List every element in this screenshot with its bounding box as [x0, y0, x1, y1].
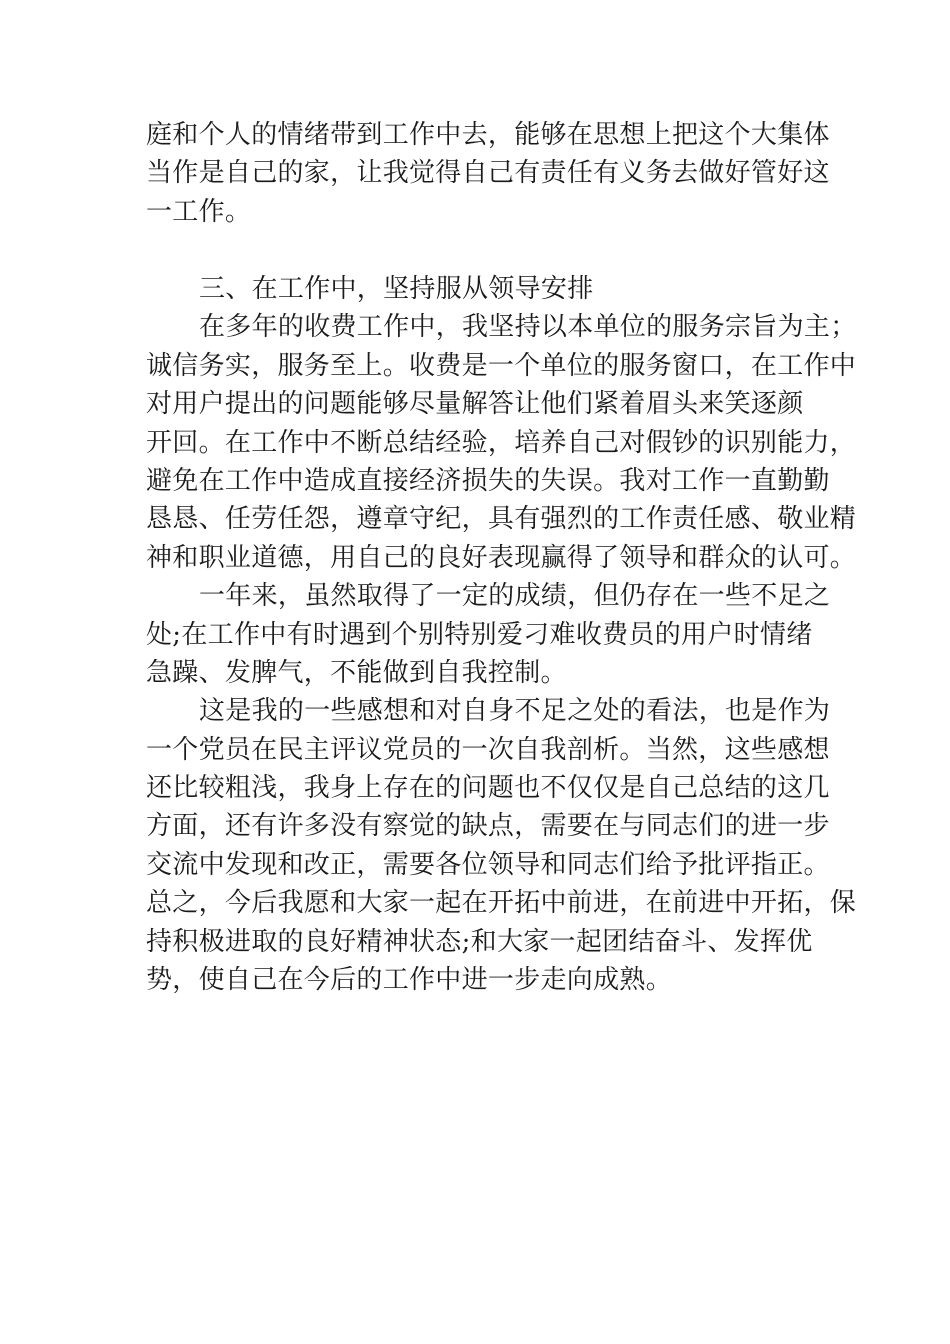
- continuation-paragraph: [146, 116, 830, 231]
- text-line: 在多年的收费工作中，我坚持以本单位的服务宗旨为主；: [199, 312, 857, 343]
- text-line: 方面，还有许多没有察觉的缺点，需要在与同志们的进一步: [146, 811, 830, 842]
- text-line: 总之，今后我愿和大家一起在开拓中前进，在前进中开拓，保: [146, 888, 857, 919]
- text-line: 这是我的一些感想和对自身不足之处的看法，也是作为: [199, 696, 831, 727]
- section-three: [146, 270, 857, 999]
- text-line: 诚信务实，服务至上。收费是一个单位的服务窗口，在工作中: [146, 350, 857, 381]
- text-line: 恳恳、任劳任怨，遵章守纪，具有强烈的工作责任感、敬业精: [146, 504, 857, 535]
- section-heading: 三、在工作中，坚持服从领导安排: [199, 274, 594, 304]
- text-line: 急躁、发脾气，不能做到自我控制。: [146, 657, 567, 688]
- text-line: 庭和个人的情绪带到工作中去，能够在思想上把这个大集体: [146, 120, 830, 150]
- text-line: 开回。在工作中不断总结经验，培养自己对假钞的识别能力，: [146, 427, 857, 458]
- text-line: 处;在工作中有时遇到个别特别爱刁难收费员的用户时情绪: [146, 619, 813, 650]
- text-line: 一年来，虽然取得了一定的成绩，但仍存在一些不足之: [199, 581, 831, 612]
- text-line: 当作是自己的家，让我觉得自己有责任有义务去做好管好这: [146, 158, 830, 189]
- text-line: 持积极进取的良好精神状态;和大家一起团结奋斗、发挥优: [146, 926, 813, 957]
- text-line: 避免在工作中造成直接经济损失的失误。我对工作一直勤勤: [146, 465, 830, 496]
- text-line: 对用户提出的问题能够尽量解答让他们紧着眉头来笑逐颜: [146, 389, 804, 420]
- paragraph-service: [146, 308, 857, 577]
- text-line: 一个党员在民主评议党员的一次自我剖析。当然，这些感想: [146, 734, 830, 765]
- text-line: 还比较粗浅，我身上存在的问题也不仅仅是自己总结的这几: [146, 773, 830, 804]
- paragraph-shortcomings: [146, 577, 831, 692]
- text-line: 一工作。: [146, 196, 252, 227]
- text-line: 神和职业道德，用自己的良好表现赢得了领导和群众的认可。: [146, 542, 857, 573]
- paragraph-conclusion: [146, 692, 857, 999]
- text-line: 交流中发现和改正，需要各位领导和同志们给予批评指正。: [146, 849, 830, 880]
- text-line: 势，使自己在今后的工作中进一步走向成熟。: [146, 965, 673, 996]
